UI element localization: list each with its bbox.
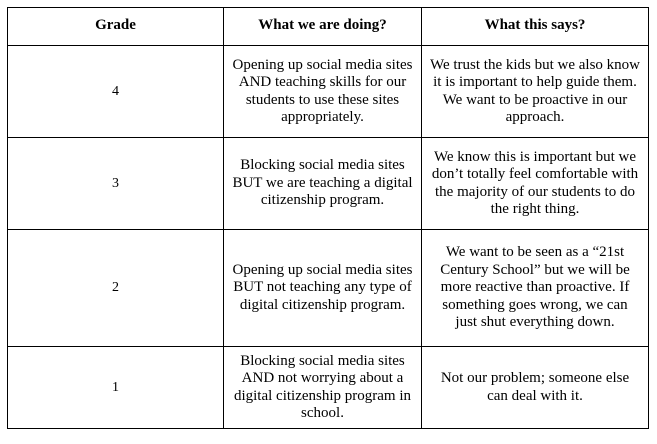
grade-cell: 3	[8, 138, 224, 230]
doing-cell: Opening up social media sites AND teaching skills for our students to use these sites appropriately.	[224, 46, 422, 138]
header-what-we-are-doing: What we are doing?	[224, 8, 422, 46]
table-row	[8, 230, 649, 347]
header-grade: Grade	[8, 8, 224, 46]
says-cell: Not our problem; someone else can deal with it.	[422, 347, 649, 429]
doing-cell: Blocking social media sites AND not worrying about a digital citizenship program in school.	[224, 347, 422, 429]
table-row	[8, 46, 649, 138]
grading-table	[7, 7, 649, 429]
says-cell: We know this is important but we don’t totally feel comfortable with the majority of our students to do the right thing.	[422, 138, 649, 230]
says-cell: We want to be seen as a “21st Century School” but we will be more reactive than proactive. If something goes wrong, we can just shut everything down.	[422, 230, 649, 347]
doing-cell: Opening up social media sites BUT not teaching any type of digital citizenship program.	[224, 230, 422, 347]
grade-cell: 4	[8, 46, 224, 138]
says-cell: We trust the kids but we also know it is important to help guide them. We want to be proactive in our approach.	[422, 46, 649, 138]
header-what-this-says: What this says?	[422, 8, 649, 46]
grade-cell: 1	[8, 347, 224, 429]
doing-cell: Blocking social media sites BUT we are teaching a digital citizenship program.	[224, 138, 422, 230]
table-row	[8, 138, 649, 230]
table-row	[8, 347, 649, 429]
grade-cell: 2	[8, 230, 224, 347]
header-row	[8, 8, 649, 46]
